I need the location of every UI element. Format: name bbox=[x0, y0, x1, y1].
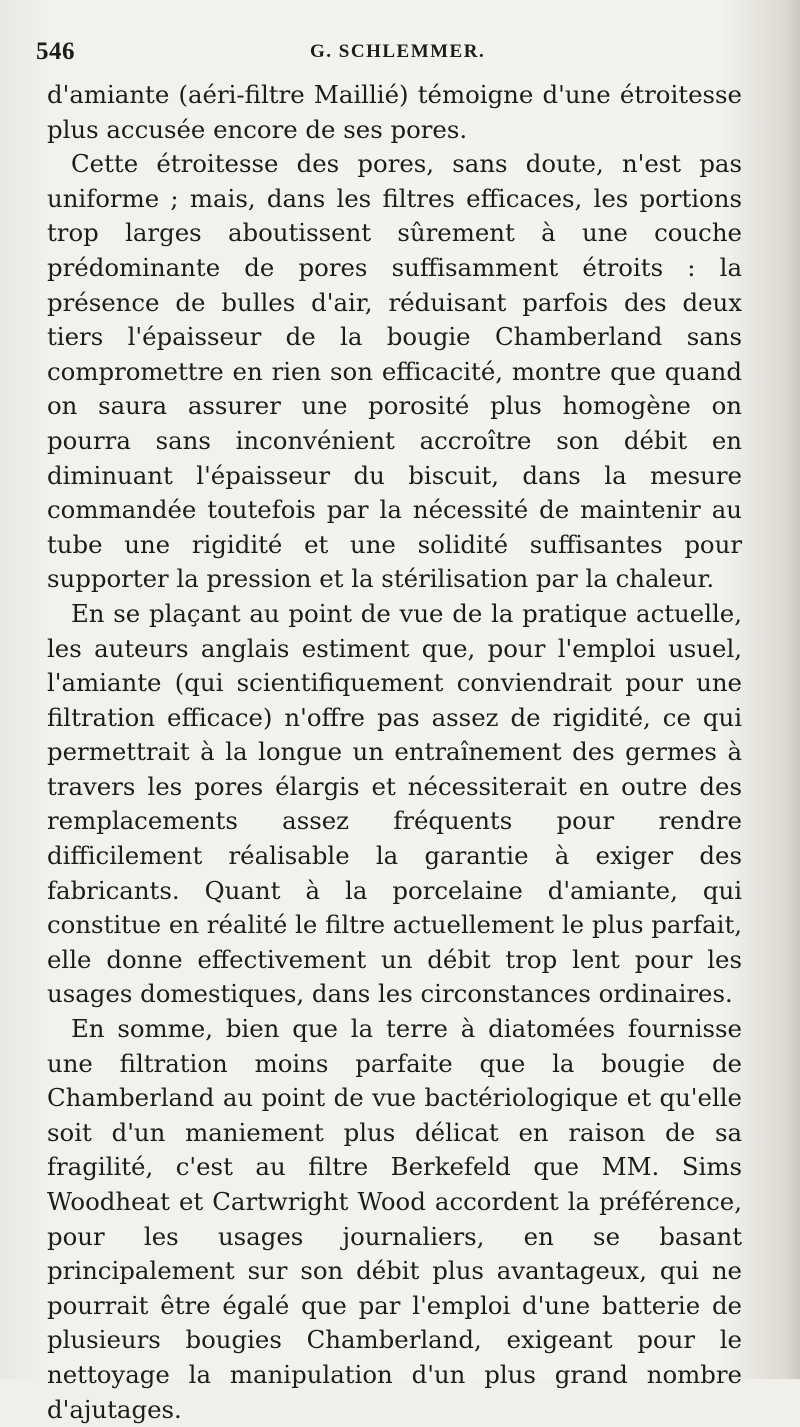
running-head: G. SCHLEMMER. bbox=[310, 41, 486, 62]
page-number: 546 bbox=[36, 38, 75, 65]
paragraph: d'amiante (aéri-filtre Maillié) témoigne d'une étroitesse plus accusée encore de ses pores. bbox=[47, 80, 742, 144]
paragraph: Cette étroitesse des pores, sans doute, n'est pas uniforme ; mais, dans les filtres efficaces, les portions trop larges aboutissent sûrement à une couche prédominante de pores suffisamment étroits : la présence de bulles d'air, réduisant parfois des deux tiers l'épaisseur de la bougie Chamberland sans compromettre en rien son efficacité, montre que quand on saura assurer une porosité plus homogène on pourra sans inconvénient accroître son débit en diminuant l'épaisseur du biscuit, dans la mesure commandée toutefois par la nécessité de maintenir au tube une rigidité et une solidité suffisantes pour supporter la pression et la stérilisation par la chaleur. bbox=[47, 149, 742, 594]
paragraph: En se plaçant au point de vue de la pratique actuelle, les auteurs anglais estiment que, pour l'emploi usuel, l'amiante (qui scientifiquement conviendrait pour une filtration efficace) n'offre pas assez de rigidité, ce qui permettrait à la longue un entraînement des germes à travers les pores élargis et nécessiterait en outre des remplacements assez fréquents pour rendre difficilement réalisable la garantie à exiger des fabricants. Quant à la porcelaine d'amiante, qui constitue en réalité le filtre actuellement le plus parfait, elle donne effectivement un débit trop lent pour les usages domestiques, dans les circonstances ordinaires. bbox=[47, 598, 742, 1009]
paragraph: En somme, bien que la terre à diatomées fournisse une filtration moins parfaite que la bougie de Chamberland au point de vue bactériologique et qu'elle soit d'un maniement plus délicat en raison de sa fragilité, c'est au filtre Berkefeld que MM. Sims Woodheat et Cartwright Wood accordent la préférence, pour les usages journaliers, en se basant principalement sur son débit plus avantageux, qui ne pourrait être égalé que par l'emploi d'une batterie de plusieurs bougies Chamberland, exigeant pour le nettoyage la manipulation d'un plus grand nombre d'ajutages. bbox=[47, 1014, 742, 1424]
page-header bbox=[34, 38, 754, 68]
body-text bbox=[47, 78, 742, 1427]
